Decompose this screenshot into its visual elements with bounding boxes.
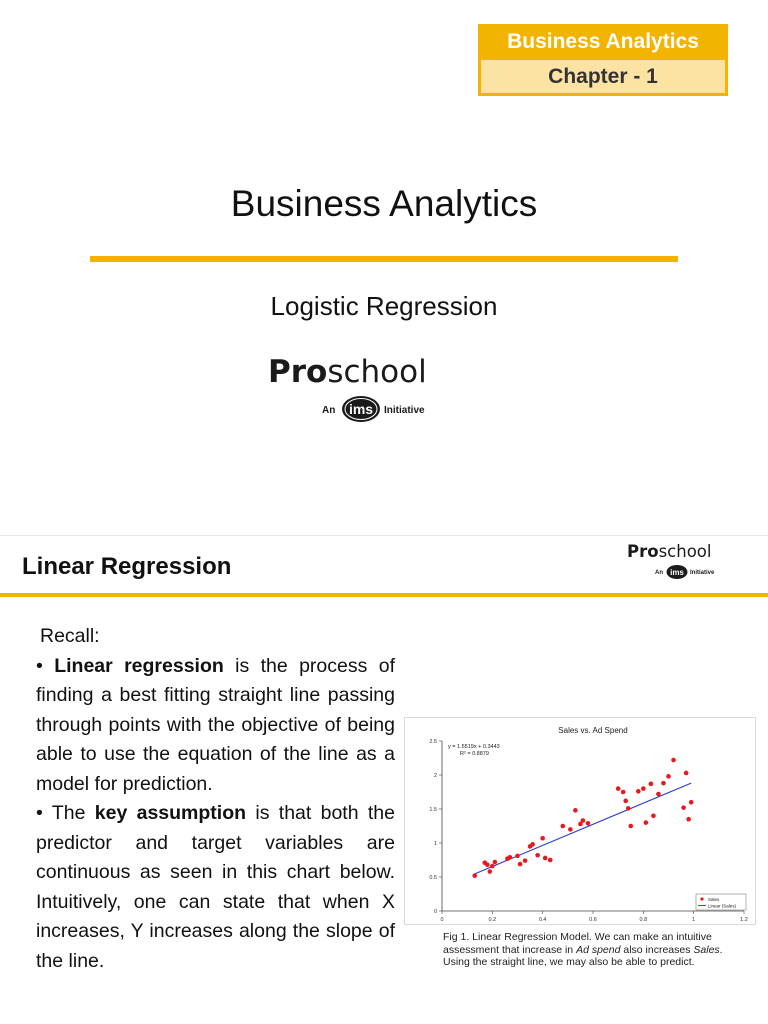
bullet-marker: •	[36, 802, 43, 824]
svg-text:Proschool	[627, 542, 711, 561]
bullet2-bold: key assumption	[94, 802, 247, 824]
x-tick-label: 0.2	[488, 917, 497, 923]
data-point	[649, 782, 654, 787]
legend-sales-marker	[700, 897, 703, 900]
logo-small-ims-text: ims	[670, 568, 684, 577]
recall-label: Recall:	[40, 625, 100, 647]
x-tick-label: 1	[692, 917, 696, 923]
data-point	[651, 814, 656, 819]
data-point	[641, 786, 646, 791]
data-point	[523, 858, 528, 863]
data-point	[681, 805, 686, 810]
body-text	[36, 622, 395, 976]
y-tick-label: 2.5	[429, 739, 437, 745]
slide2-title-rule	[0, 593, 768, 597]
slide-subtitle: Logistic Regression	[270, 291, 498, 321]
x-tick-label: 0.4	[538, 917, 547, 923]
legend-trend-label: Linear (Sales)	[708, 903, 737, 909]
logo-an-text: An	[322, 405, 336, 416]
logo-initiative-text: Initiative	[384, 405, 425, 416]
data-point	[626, 806, 631, 811]
slide-title: Business Analytics	[230, 183, 538, 224]
data-point	[485, 862, 490, 867]
slide2-title: Linear Regression	[22, 553, 232, 580]
figure-caption	[443, 931, 743, 969]
bullet-key-assumption	[36, 799, 395, 976]
regression-equation: y = 1.5519x + 0.3443	[448, 744, 500, 750]
y-tick-label: 0	[433, 909, 437, 915]
slide-separator	[0, 535, 768, 536]
bullet1-bold: Linear regression	[54, 654, 224, 677]
title-underline	[90, 256, 678, 262]
logo-ims-text: ims	[348, 401, 374, 417]
y-tick-label: 1	[433, 841, 437, 847]
svg-text:Proschool	[268, 354, 427, 390]
data-point	[666, 774, 671, 779]
caption-italic2: Sales	[693, 943, 720, 956]
data-point	[686, 817, 691, 822]
data-point	[530, 842, 535, 847]
tag-course-title: Business Analytics	[507, 30, 699, 53]
y-tick-label: 1.5	[429, 807, 437, 813]
data-point	[490, 864, 495, 869]
logo-pro-text: Pro	[268, 354, 328, 390]
data-point	[636, 789, 641, 794]
tag-chapter-label: Chapter - 1	[481, 60, 725, 93]
data-point	[561, 824, 566, 829]
caption-italic1: Ad spend	[576, 943, 621, 956]
data-point	[616, 786, 621, 791]
x-tick-label: 1.2	[740, 917, 748, 923]
data-point	[548, 858, 553, 863]
bullet2-text: is that both the predictor and target variables are continuous as seen in this chart below. Intuitively, one can state that when X increases, Y increases along the slope of the line.	[36, 802, 396, 972]
data-point	[472, 873, 477, 878]
chart-title: Sales vs. Ad Spend	[558, 726, 628, 735]
data-point	[684, 771, 689, 776]
bullet2-pre: The	[51, 802, 95, 824]
r-squared-label: R² = 0.8879	[460, 751, 489, 757]
bullet-linear-regression	[36, 652, 395, 800]
y-tick-label: 0.5	[429, 875, 437, 881]
logo-small-pro-text: Pro	[627, 542, 659, 561]
logo-small-an-text: An	[655, 570, 663, 576]
logo-small-school-text: school	[658, 542, 712, 561]
data-point	[535, 853, 540, 858]
caption-part1: Fig 1. Linear Regression Model. We can make an intuitive assessment that increase in	[443, 931, 712, 956]
data-point	[573, 808, 578, 813]
data-point	[689, 800, 694, 805]
x-tick-label: 0	[440, 917, 444, 923]
data-point	[628, 824, 633, 829]
data-point	[508, 855, 513, 860]
data-point	[568, 827, 573, 832]
data-point	[518, 862, 523, 867]
data-point	[623, 799, 628, 804]
proschool-logo-small	[627, 541, 751, 579]
bullet1-text: is the process of finding a best fitting straight line passing through points with the objective of being able to use the equation of the line as a model for prediction.	[36, 654, 395, 795]
data-point	[493, 860, 498, 865]
sales-vs-ad-spend-chart	[404, 717, 756, 925]
data-point	[586, 821, 591, 826]
caption-part3: . Using the straight line, we may also be able to predict.	[443, 943, 723, 968]
data-point	[540, 836, 545, 841]
y-tick-label: 2	[433, 773, 437, 779]
data-point	[581, 818, 586, 823]
data-point	[661, 781, 666, 786]
x-tick-label: 0.6	[589, 917, 597, 923]
caption-part2: also increases	[620, 943, 694, 956]
x-tick-label: 0.8	[639, 917, 648, 923]
bullet-marker: •	[36, 654, 43, 677]
logo-school-text: school	[327, 354, 427, 390]
legend-sales-label: Sales	[708, 897, 720, 902]
logo-small-initiative-text: Initiative	[690, 570, 715, 576]
data-point	[515, 854, 520, 859]
data-point	[671, 758, 676, 763]
data-point	[656, 792, 661, 797]
data-point	[644, 820, 649, 825]
proschool-logo	[268, 352, 500, 424]
chapter-tag	[478, 24, 728, 96]
data-point	[543, 856, 548, 861]
data-point	[488, 869, 493, 874]
data-point	[621, 790, 626, 795]
